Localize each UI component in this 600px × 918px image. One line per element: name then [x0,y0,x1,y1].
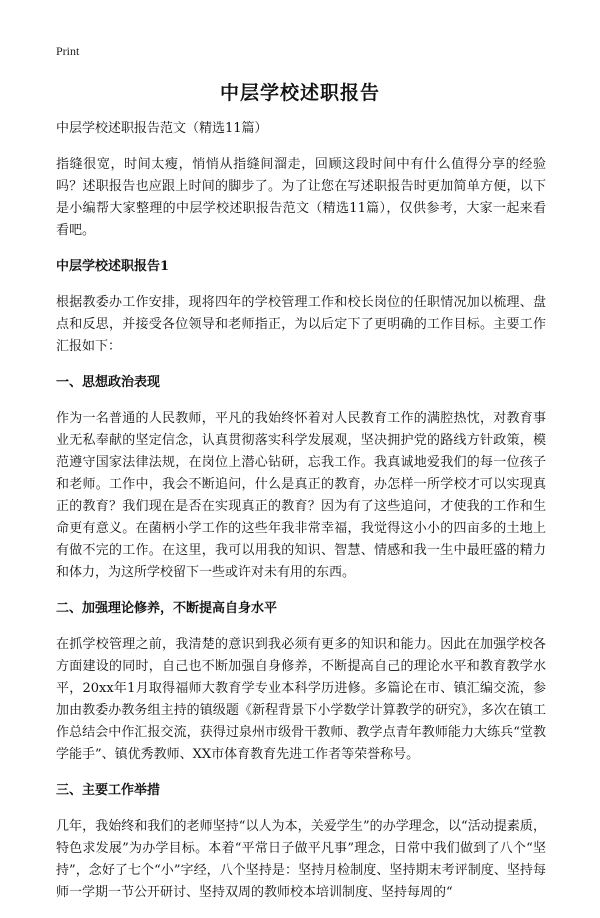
report-heading: 中层学校述职报告1 [56,259,170,274]
intro-paragraph: 指缝很宽，时间太瘦，悄悄从指缝间溜走，回顾这段时间中有什么值得分享的经验吗？述职报告也应跟上时间的脚步了。为了让您在写述职报告时更加简单方便，以下是小编帮大家整理的中层学校述职报告范文（精选11篇），仅供参考，大家一起来看看吧。 [56,157,546,238]
section-heading-measures: 三、主要工作举措 [56,783,161,798]
section-heading-political: 一、思想政治表现 [56,375,161,390]
report-intro-paragraph: 根据教委办工作安排，现将四年的学校管理工作和校长岗位的任职情况加以梳理、盘点和反思，并接受各位领导和老师指正，为以后定下了更明确的工作目标。主要工作汇报如下： [56,295,546,354]
section-body-political: 作为一名普通的人民教师，平凡的我始终怀着对人民教育工作的满腔热忱，对教育事业无私奉献的坚定信念，认真贯彻落实科学发展观，坚决拥护党的路线方针政策，模范遵守国家法律法规，在岗位上潜心钻研，忘我工作。我真诚地爱我们的每一位孩子和老师。工作中，我会不断追问，什么是真正的教育，办怎样一所学校才可以实现真正的教育？我们现在是否在实现真正的教育？因为有了这些追问，才使我的工作和生命更有意义。在菌柄小学工作的这些年我非常幸福，我觉得这小小的四亩多的土地上有做不完的工作。在这里，我可以用我的知识、智慧、情感和我一生中最旺盛的精力和体力，为这所学校留下一些或许对未有用的东西。 [56,411,546,580]
section-body-theory: 在抓学校管理之前，我清楚的意识到我必须有更多的知识和能力。因此在加强学校各方面建设的同时，自己也不断加强自身修养，不断提高自己的理论水平和教育教学水平，20xx年1月取得福师大教育学专业本科学历进修。多篇论在市、镇汇编交流，参加由教委办教务组主持的镇级题《新程背景下小学数学计算教学的研究》，多次在镇工作总结会中作汇报交流，获得过泉州市级骨干教师、教学点青年教师能力大练兵“堂教学能手”、镇优秀教师、XX市体育教育先进工作者等荣誉称号。 [56,637,546,762]
document-body [56,118,546,918]
section-heading-theory: 二、加强理论修养，不断提高自身水平 [56,601,278,616]
print-label[interactable]: Print [56,44,80,58]
section-body-measures: 几年，我始终和我们的老师坚持“以人为本，关爱学生”的办学理念，以“活动提素质，特色求发展”为办学目标。本着“平常日子做平凡事”理念，日常中我们做到了八个“坚持”，念好了七个“小”字经，八个坚持是：坚持月检制度、坚持期末考评制度、坚持每师一学期一节公开研讨、坚持双周的教师校本培训制度、坚持每周的“ [56,819,546,900]
document-subtitle: 中层学校述职报告范文（精选11篇） [56,121,268,136]
document-title: 中层学校述职报告 [219,82,380,104]
